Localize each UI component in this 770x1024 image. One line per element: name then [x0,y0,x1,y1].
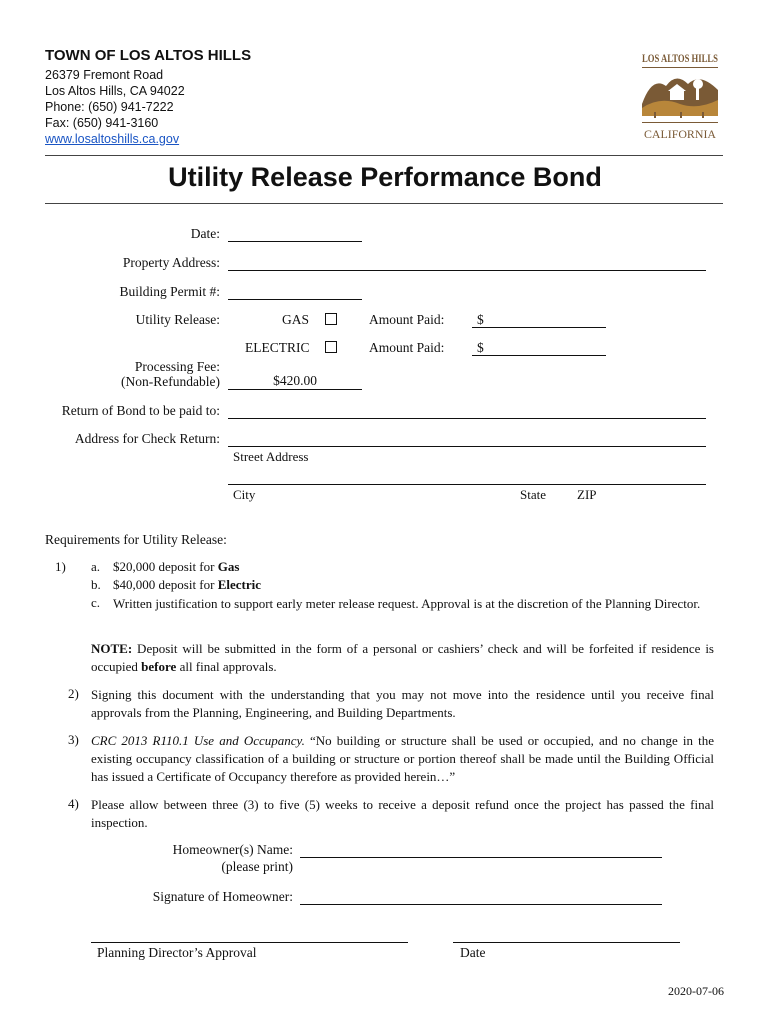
gas-dollar-sign: $ [477,312,484,327]
gas-checkbox[interactable] [325,313,337,325]
req-1a-text: $20,000 deposit for Gas [113,559,240,574]
req-1a-letter: a. [91,559,101,574]
processing-fee-label: Processing Fee: [134,359,220,374]
processing-fee-line [228,389,362,390]
date-field[interactable] [228,241,362,242]
city-caption: City [233,487,256,502]
electric-amount-label: Amount Paid: [369,340,445,355]
approval-date-label: Date [460,945,486,960]
town-logo-icon [640,46,720,142]
return-of-bond-field[interactable] [228,418,706,419]
property-address-label: Property Address: [122,255,220,270]
header-divider [45,155,723,156]
req-1b-letter: b. [91,577,101,592]
property-address-field[interactable] [228,270,706,271]
return-of-bond-label: Return of Bond to be paid to: [61,403,220,418]
building-permit-label: Building Permit #: [119,284,220,299]
town-logo [640,46,720,142]
homeowner-signature-label: Signature of Homeowner: [152,889,293,904]
electric-label: ELECTRIC [245,340,310,355]
title-divider [45,203,723,204]
processing-fee-value: $420.00 [273,373,317,388]
req-1c-text: Written justification to support early meter release request. Approval is at the discretion of the Planning Director. [113,596,701,611]
electric-amount-field[interactable] [472,355,606,356]
street-address-field[interactable] [228,446,706,447]
address-line-1: 26379 Fremont Road [45,68,164,82]
homeowner-name-label: Homeowner(s) Name: [172,842,293,857]
director-approval-label: Planning Director’s Approval [97,945,257,960]
building-permit-field[interactable] [228,299,362,300]
req-4-text: Please allow between three (3) to five (5) weeks to receive a deposit refund once the project has passed the final inspection. [91,797,714,830]
utility-release-label: Utility Release: [135,312,220,327]
city-state-zip-field[interactable] [228,484,706,485]
gas-label: GAS [282,312,310,327]
date-label: Date: [190,226,220,241]
req-1c-letter: c. [91,595,101,610]
fax-number: Fax: (650) 941-3160 [45,116,159,130]
req-3-text: CRC 2013 R110.1 Use and Occupancy. “No building or structure shall be used or occupied, and no change in the existing occupancy classification of a building or structure or portion thereof shall be made until the Building Official has issued a Certificate of Occupancy therefore as provided herein…” [91,733,715,784]
homeowner-name-field[interactable] [300,857,662,858]
req-2-text: Signing this document with the understanding that you may not move into the residence until you receive final approvals from the Planning, Engineering, and Building Departments. [91,687,714,720]
req-1b-text: $40,000 deposit for Electric [113,577,262,592]
electric-dollar-sign: $ [477,340,484,355]
homeowner-signature-field[interactable] [300,904,662,905]
director-approval-field[interactable] [91,942,408,943]
logo-text-top: LOS ALTOS HILLS [642,53,718,65]
requirements-heading: Requirements for Utility Release: [45,532,227,547]
electric-checkbox[interactable] [325,341,337,353]
state-caption: State [520,487,546,502]
req-number-3: 3) [68,732,79,747]
form-version-date: 2020-07-06 [668,984,724,998]
gas-amount-field[interactable] [472,327,606,328]
req-number-4: 4) [68,796,79,811]
logo-text-bottom: CALIFORNIA [644,127,717,141]
zip-caption: ZIP [577,487,597,502]
check-return-address-label: Address for Check Return: [74,431,220,446]
approval-date-field[interactable] [453,942,680,943]
street-address-caption: Street Address [233,449,309,464]
deposit-note: NOTE: Deposit will be submitted in the form of a personal or cashiers’ check and will be forfeited if residence is occupied before all final approvals. [91,641,714,674]
page-title: Utility Release Performance Bond [168,162,602,192]
req-number-1: 1) [55,559,66,574]
gas-amount-label: Amount Paid: [369,312,445,327]
org-name: TOWN OF LOS ALTOS HILLS [45,47,252,64]
address-line-2: Los Altos Hills, CA 94022 [45,84,185,98]
phone-number: Phone: (650) 941-7222 [45,100,174,114]
non-refundable-label: (Non-Refundable) [121,374,220,389]
please-print-label: (please print) [221,859,293,874]
website-link[interactable]: www.losaltoshills.ca.gov [45,132,180,146]
req-number-2: 2) [68,686,79,701]
